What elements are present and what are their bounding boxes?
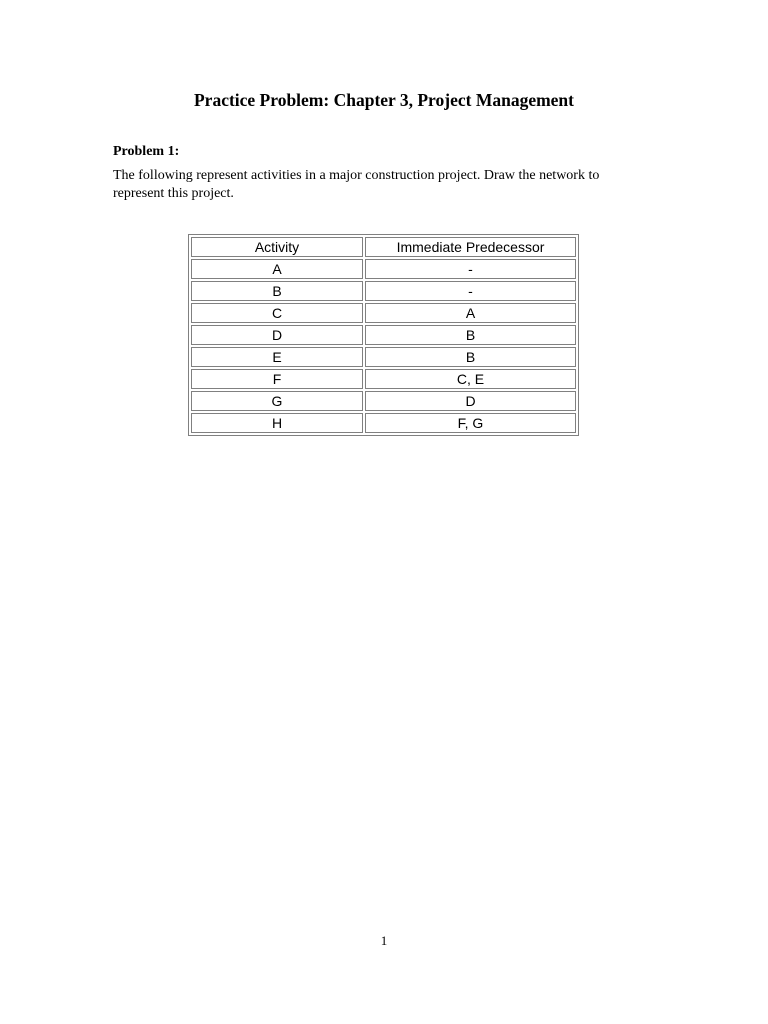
- page-number: 1: [380, 933, 388, 948]
- table-row: [191, 325, 576, 345]
- predecessor-cell: B: [365, 325, 576, 345]
- predecessor-cell: C, E: [365, 369, 576, 389]
- column-header-activity: Activity: [191, 237, 363, 257]
- predecessor-cell: F, G: [365, 413, 576, 433]
- table-header-row: [191, 237, 576, 257]
- table-row: [191, 369, 576, 389]
- table-row: [191, 391, 576, 411]
- problem-description: The following represent activities in a major construction project. Draw the network to represent this project.: [113, 168, 600, 201]
- predecessor-cell: -: [365, 281, 576, 301]
- table-row: [191, 413, 576, 433]
- activity-cell: E: [191, 347, 363, 367]
- activity-cell: G: [191, 391, 363, 411]
- activity-predecessor-table: [188, 234, 579, 436]
- table-row: [191, 281, 576, 301]
- predecessor-cell: D: [365, 391, 576, 411]
- activity-cell: B: [191, 281, 363, 301]
- page-title: Practice Problem: Chapter 3, Project Management: [193, 90, 574, 110]
- activity-cell: C: [191, 303, 363, 323]
- table-row: [191, 347, 576, 367]
- problem-heading: Problem 1:: [113, 144, 180, 159]
- table-body: [191, 259, 576, 433]
- activity-cell: A: [191, 259, 363, 279]
- activity-cell: D: [191, 325, 363, 345]
- table-row: [191, 303, 576, 323]
- predecessor-cell: -: [365, 259, 576, 279]
- activity-cell: F: [191, 369, 363, 389]
- table-row: [191, 259, 576, 279]
- predecessor-cell: B: [365, 347, 576, 367]
- predecessor-cell: A: [365, 303, 576, 323]
- column-header-immediate-predecessor: Immediate Predecessor: [365, 237, 576, 257]
- activity-cell: H: [191, 413, 363, 433]
